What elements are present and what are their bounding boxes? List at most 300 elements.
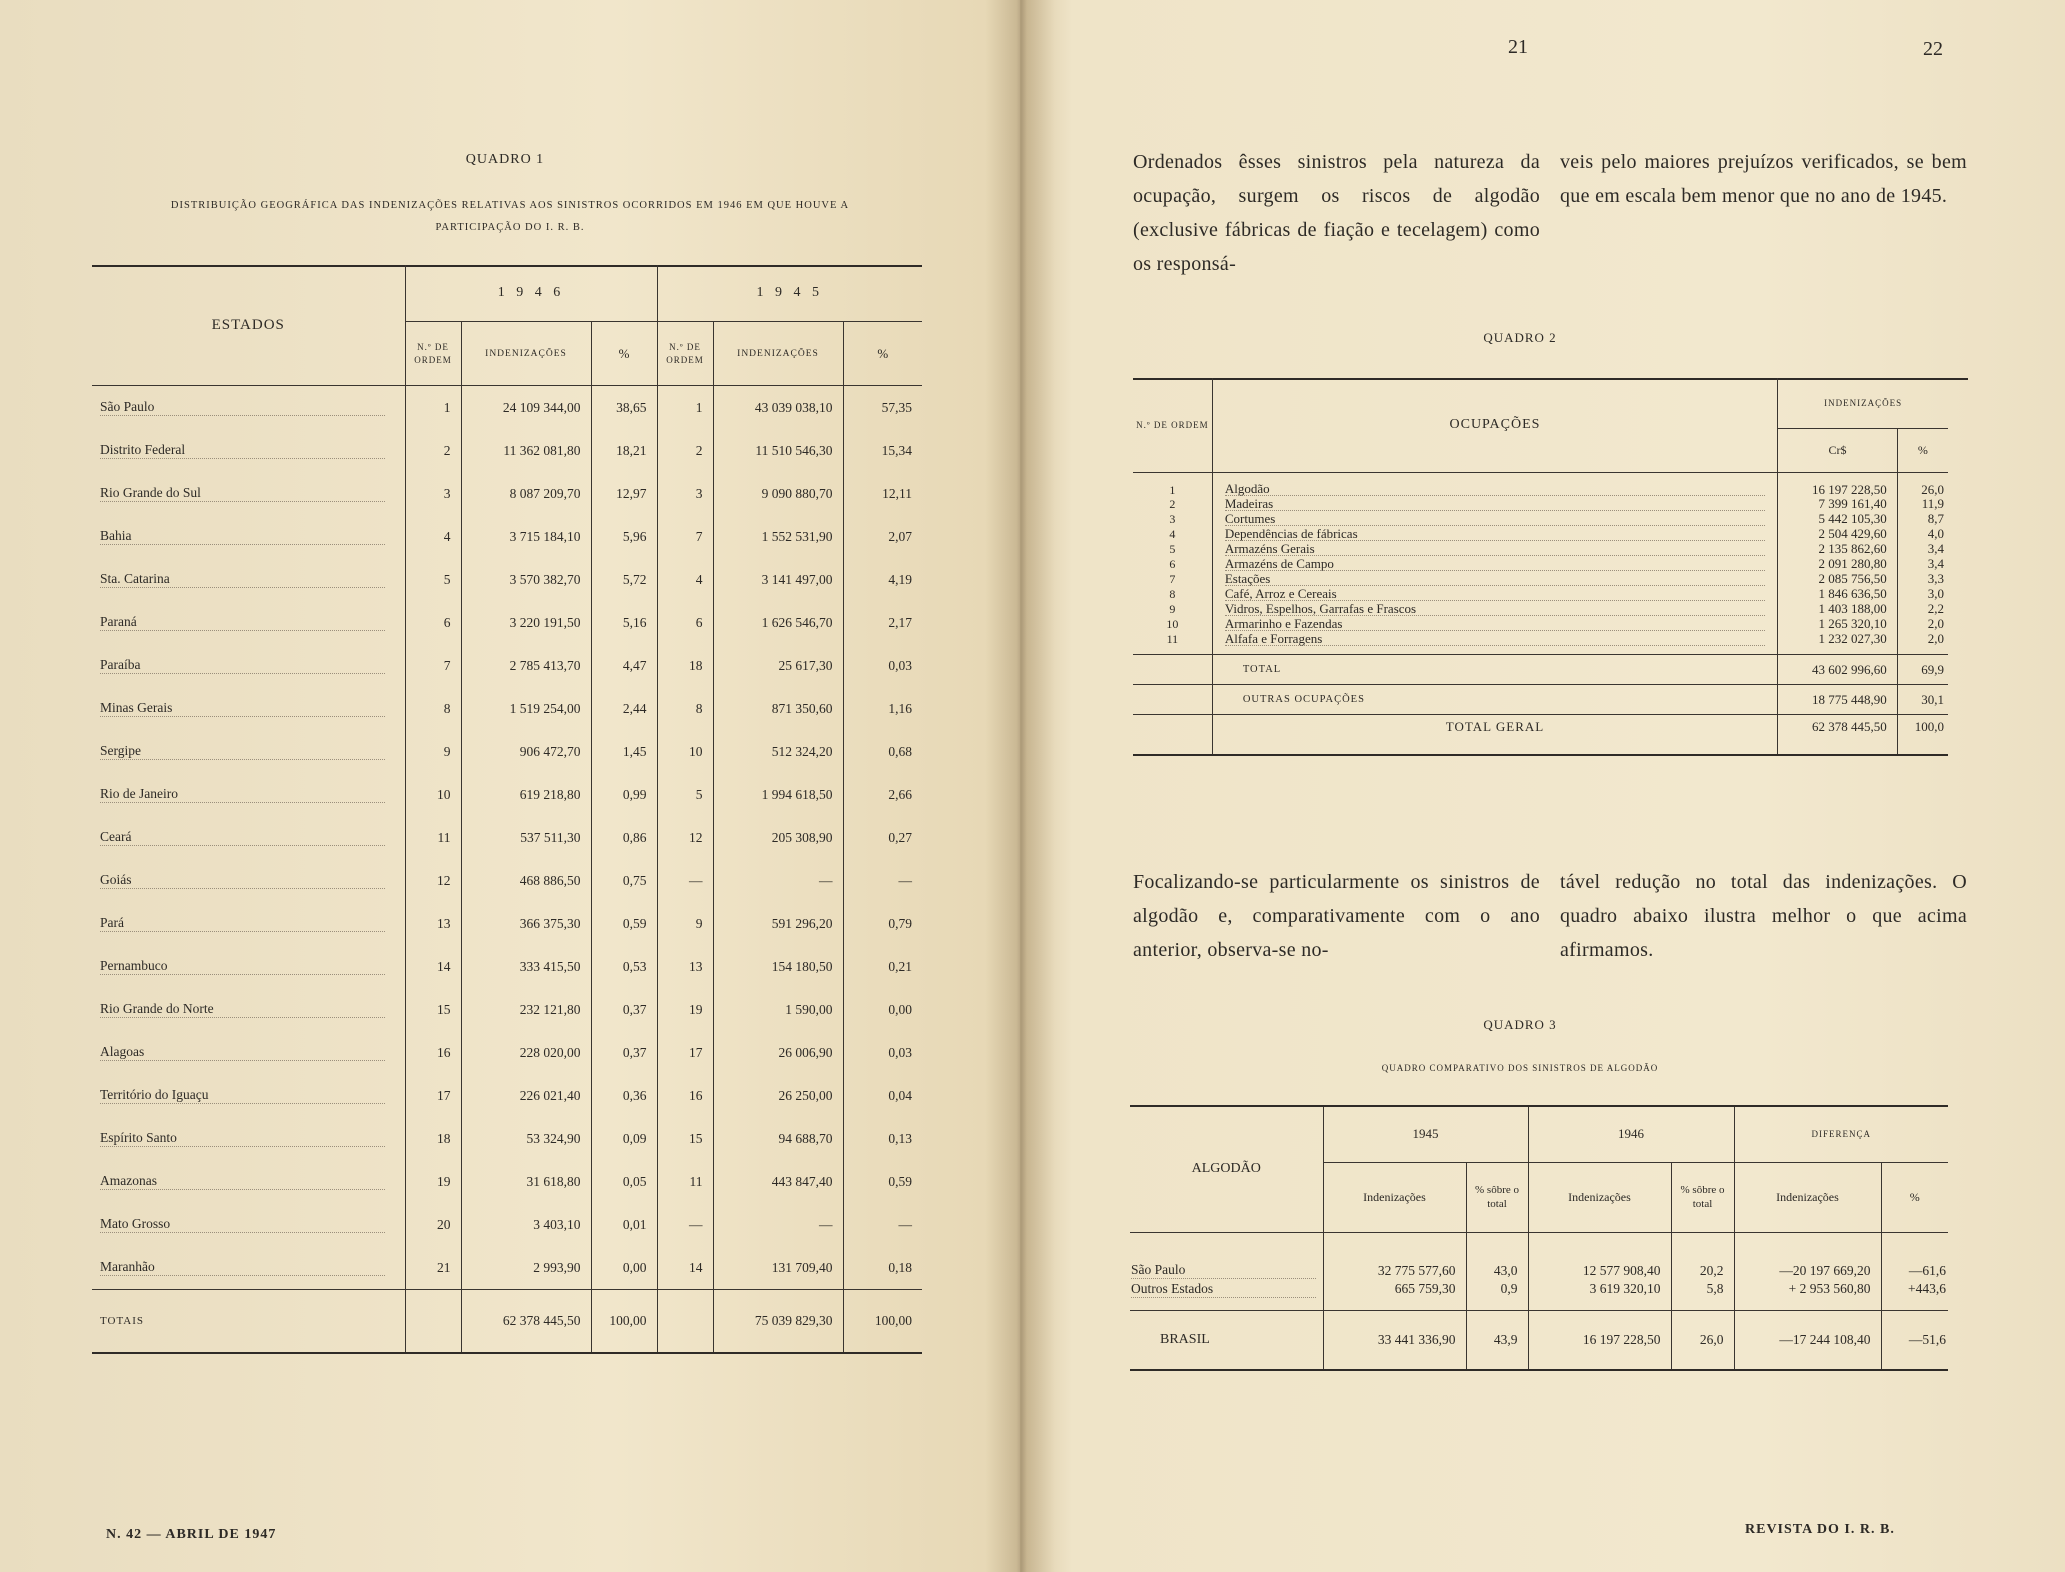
q2-ordem: 4 — [1169, 527, 1176, 541]
estado-name: Bahia — [100, 528, 385, 545]
table-row — [92, 773, 922, 816]
q2-valor: 2 135 862,60 — [1778, 542, 1898, 557]
indenizacao-1945: 25 617,30 — [713, 644, 843, 687]
pct-1946: 0,59 — [591, 902, 657, 945]
estado-name: Rio de Janeiro — [100, 786, 385, 803]
q2-ordem: 5 — [1169, 542, 1176, 556]
table-row — [92, 1246, 922, 1290]
q2-pct: 3,3 — [1897, 572, 1948, 587]
q3-brasil-di: —17 244 108,40 — [1734, 1310, 1881, 1370]
q2-ocupacao-cell — [1212, 512, 1777, 527]
q3-col-algodao: ALGODÃO — [1191, 1161, 1261, 1177]
q3-brasil-i46: 16 197 228,50 — [1528, 1310, 1671, 1370]
ordem-1945: 7 — [657, 515, 713, 558]
q2-col-indenizacoes: INDENIZAÇÕES — [1778, 378, 1948, 429]
q2-geral-val: 62 378 445,50 — [1778, 715, 1898, 755]
estado-name: São Paulo — [100, 399, 385, 416]
q2-valor: 5 442 105,30 — [1778, 512, 1898, 527]
indenizacao-1945: 43 039 038,10 — [713, 386, 843, 430]
q2-ocupacao: Alfafa e Forragens — [1225, 633, 1765, 646]
estado-cell — [92, 730, 405, 773]
col-ordem-1946: N.º DE ORDEM — [405, 322, 461, 386]
indenizacao-1946: 3 715 184,10 — [461, 515, 591, 558]
pct-1946: 0,86 — [591, 816, 657, 859]
q3-di: + 2 953 560,80 — [1734, 1280, 1881, 1310]
q2-ocupacao: Vidros, Espelhos, Garrafas e Frascos — [1225, 603, 1765, 616]
indenizacao-1945: 26 006,90 — [713, 1031, 843, 1074]
estado-cell — [92, 1031, 405, 1074]
q3-label: Outros Estados — [1131, 1281, 1316, 1298]
estado-name: Ceará — [100, 829, 385, 846]
pct-1945: 57,35 — [843, 386, 922, 430]
table-row — [1133, 557, 1948, 572]
table-quadro-1 — [92, 265, 922, 1354]
estado-cell — [92, 902, 405, 945]
q3-indenizacoes-1945: Indenizações — [1323, 1162, 1466, 1232]
pct-1946: 0,01 — [591, 1203, 657, 1246]
q2-pct: 3,4 — [1897, 542, 1948, 557]
q3-label: São Paulo — [1131, 1262, 1316, 1279]
q2-ordem: 1 — [1169, 482, 1176, 497]
q2-ocupacao: Armazéns de Campo — [1225, 558, 1765, 571]
paragraph-2-col-2: tável redução no total das indenizações. O quadro abaixo ilustra melhor o que acima afirmamos. — [1560, 871, 1967, 961]
ordem-1946: 13 — [405, 902, 461, 945]
table-row — [92, 1160, 922, 1203]
ordem-1946: 14 — [405, 945, 461, 988]
indenizacao-1945: — — [713, 859, 843, 902]
ordem-1946: 11 — [405, 816, 461, 859]
estado-cell — [92, 859, 405, 902]
q2-ordem: 11 — [1166, 632, 1179, 646]
indenizacao-1946: 8 087 209,70 — [461, 472, 591, 515]
indenizacao-1945: 154 180,50 — [713, 945, 843, 988]
indenizacao-1945: — — [713, 1203, 843, 1246]
pct-1946: 4,47 — [591, 644, 657, 687]
q2-geral-label: TOTAL GERAL — [1212, 715, 1777, 755]
indenizacao-1946: 2 785 413,70 — [461, 644, 591, 687]
paragraph-2-col-1: Focalizando-se particularmente os sinistros de algodão e, comparativamente com o ano anterior, observa-se no- — [1133, 871, 1540, 961]
indenizacao-1946: 232 121,80 — [461, 988, 591, 1031]
pct-1946: 2,44 — [591, 687, 657, 730]
table-row — [92, 730, 922, 773]
ordem-1945: 10 — [657, 730, 713, 773]
q3-i46: 12 577 908,40 — [1528, 1232, 1671, 1280]
col-indenizacoes-1945: INDENIZAÇÕES — [713, 322, 843, 386]
total-pct-1946: 100,00 — [591, 1290, 657, 1354]
estado-cell — [92, 601, 405, 644]
q2-col-ocupacoes: OCUPAÇÕES — [1212, 378, 1777, 473]
q2-col-crs: Cr$ — [1778, 429, 1898, 473]
ordem-1945: 5 — [657, 773, 713, 816]
q2-pct: 4,0 — [1897, 527, 1948, 542]
table-row — [92, 644, 922, 687]
pct-1945: 2,17 — [843, 601, 922, 644]
pct-1945: 2,07 — [843, 515, 922, 558]
q2-col-ordem: N.º DE ORDEM — [1136, 420, 1209, 430]
q3-pct-sobre-1946: % sôbre o total — [1671, 1162, 1734, 1232]
total-1945: 75 039 829,30 — [713, 1290, 843, 1354]
q2-pct: 2,0 — [1897, 632, 1948, 647]
q2-geral-pct: 100,0 — [1897, 715, 1948, 755]
ordem-1945: 4 — [657, 558, 713, 601]
table-row — [92, 1074, 922, 1117]
ordem-1946: 6 — [405, 601, 461, 644]
table-row — [92, 472, 922, 515]
pct-1945: 0,59 — [843, 1160, 922, 1203]
ordem-1946: 8 — [405, 687, 461, 730]
indenizacao-1945: 94 688,70 — [713, 1117, 843, 1160]
estado-name: Território do Iguaçu — [100, 1087, 385, 1104]
ordem-1945: 19 — [657, 988, 713, 1031]
estado-name: Minas Gerais — [100, 700, 385, 717]
q3-label-cell — [1130, 1280, 1323, 1310]
ordem-1946: 18 — [405, 1117, 461, 1160]
ordem-1945: 14 — [657, 1246, 713, 1290]
ordem-1945: — — [657, 1203, 713, 1246]
col-pct-1946: % — [591, 322, 657, 386]
q2-ocupacao-cell — [1212, 572, 1777, 587]
ordem-1946: 7 — [405, 644, 461, 687]
table-row — [1133, 632, 1948, 647]
indenizacao-1946: 3 403,10 — [461, 1203, 591, 1246]
total-1946: 62 378 445,50 — [461, 1290, 591, 1354]
q2-pct: 11,9 — [1897, 497, 1948, 512]
estado-cell — [92, 515, 405, 558]
indenizacao-1946: 11 362 081,80 — [461, 429, 591, 472]
ordem-1945: 16 — [657, 1074, 713, 1117]
ordem-1946: 1 — [405, 386, 461, 430]
total-pct-1945: 100,00 — [843, 1290, 922, 1354]
pct-1946: 0,05 — [591, 1160, 657, 1203]
q2-ocupacao-cell — [1212, 473, 1777, 497]
q2-ocupacao: Dependências de fábricas — [1225, 528, 1765, 541]
footer-issue: N. 42 — ABRIL DE 1947 — [106, 1527, 277, 1542]
q3-p46: 20,2 — [1671, 1232, 1734, 1280]
estado-cell — [92, 945, 405, 988]
q2-ocupacao-cell — [1212, 527, 1777, 542]
q3-pct-sobre-1945: % sôbre o total — [1466, 1162, 1528, 1232]
q3-year-1945: 1945 — [1323, 1106, 1528, 1162]
estado-cell — [92, 1246, 405, 1290]
q3-brasil-p46: 26,0 — [1671, 1310, 1734, 1370]
q2-pct: 3,4 — [1897, 557, 1948, 572]
table-row — [92, 988, 922, 1031]
quadro-1-label: QUADRO 1 — [465, 152, 545, 167]
ordem-1945: 1 — [657, 386, 713, 430]
paragraph-1-col-1: Ordenados êsses sinistros pela natureza da ocupação, surgem os riscos de algodão (exclusive fábricas de fiação e tecelagem) como os responsá- — [1133, 151, 1540, 275]
quadro-3-label: QUADRO 3 — [1483, 1017, 1557, 1032]
pct-1946: 18,21 — [591, 429, 657, 472]
estado-cell — [92, 988, 405, 1031]
estado-cell — [92, 429, 405, 472]
indenizacao-1945: 11 510 546,30 — [713, 429, 843, 472]
q2-ordem: 2 — [1169, 497, 1176, 511]
indenizacao-1945: 26 250,00 — [713, 1074, 843, 1117]
q2-valor: 1 403 188,00 — [1778, 602, 1898, 617]
indenizacao-1945: 9 090 880,70 — [713, 472, 843, 515]
q2-ordem: 10 — [1166, 617, 1179, 631]
ordem-1945: 9 — [657, 902, 713, 945]
pct-1945: 0,03 — [843, 1031, 922, 1074]
indenizacao-1946: 53 324,90 — [461, 1117, 591, 1160]
ordem-1945: 17 — [657, 1031, 713, 1074]
indenizacao-1946: 619 218,80 — [461, 773, 591, 816]
indenizacao-1945: 1 552 531,90 — [713, 515, 843, 558]
estado-cell — [92, 1203, 405, 1246]
ordem-1945: 12 — [657, 816, 713, 859]
q2-valor: 1 846 636,50 — [1778, 587, 1898, 602]
q2-ocupacao: Madeiras — [1225, 498, 1765, 511]
q2-valor: 2 504 429,60 — [1778, 527, 1898, 542]
q2-ocupacao: Cortumes — [1225, 513, 1765, 526]
pct-1945: 0,13 — [843, 1117, 922, 1160]
q2-ordem: 3 — [1169, 512, 1176, 526]
pct-1945: 0,68 — [843, 730, 922, 773]
col-pct-1945: % — [843, 322, 922, 386]
indenizacao-1945: 591 296,20 — [713, 902, 843, 945]
table-row — [1130, 1280, 1948, 1310]
q2-pct: 26,0 — [1897, 473, 1948, 497]
page-number-22: 22 — [1923, 38, 1943, 60]
q3-p45: 43,0 — [1466, 1232, 1528, 1280]
ordem-1946: 21 — [405, 1246, 461, 1290]
q3-p45: 0,9 — [1466, 1280, 1528, 1310]
pct-1946: 0,99 — [591, 773, 657, 816]
estado-name: Goiás — [100, 872, 385, 889]
quadro-1-title-line1: DISTRIBUIÇÃO GEOGRÁFICA DAS INDENIZAÇÕES RELATIVAS AOS SINISTROS OCORRIDOS EM 1946 EM QUE HOUVE A — [170, 200, 850, 211]
ordem-1946: 5 — [405, 558, 461, 601]
q2-pct: 8,7 — [1897, 512, 1948, 527]
ordem-1946: 10 — [405, 773, 461, 816]
pct-1946: 0,37 — [591, 988, 657, 1031]
pct-1945: 2,66 — [843, 773, 922, 816]
table-quadro-3 — [1130, 1105, 1948, 1371]
indenizacao-1945: 871 350,60 — [713, 687, 843, 730]
q2-valor: 16 197 228,50 — [1778, 473, 1898, 497]
q3-p46: 5,8 — [1671, 1280, 1734, 1310]
estado-cell — [92, 773, 405, 816]
q2-pct: 2,2 — [1897, 602, 1948, 617]
pct-1946: 38,65 — [591, 386, 657, 430]
pct-1946: 0,00 — [591, 1246, 657, 1290]
paragraph-1-col-2: veis pelo maiores prejuízos verificados, se bem que em escala bem menor que no ano de 1945. — [1560, 151, 1967, 207]
q2-ocupacao-cell — [1212, 617, 1777, 632]
indenizacao-1946: 3 220 191,50 — [461, 601, 591, 644]
estado-cell — [92, 558, 405, 601]
indenizacao-1946: 333 415,50 — [461, 945, 591, 988]
estado-name: Paraná — [100, 614, 385, 631]
ordem-1946: 15 — [405, 988, 461, 1031]
pct-1945: — — [843, 859, 922, 902]
indenizacao-1946: 226 021,40 — [461, 1074, 591, 1117]
table-row — [1133, 587, 1948, 602]
estado-name: Sta. Catarina — [100, 571, 385, 588]
ordem-1945: 3 — [657, 472, 713, 515]
estado-name: Amazonas — [100, 1173, 385, 1190]
table-row — [92, 515, 922, 558]
q3-brasil-label: BRASIL — [1160, 1331, 1210, 1347]
table-row — [92, 386, 922, 430]
table-row — [1133, 497, 1948, 512]
quadro-1-title-line2: PARTICIPAÇÃO DO I. R. B. — [435, 222, 585, 233]
q2-ocupacao-cell — [1212, 557, 1777, 572]
indenizacao-1945: 205 308,90 — [713, 816, 843, 859]
right-page — [1020, 0, 2065, 1572]
table-row — [92, 1203, 922, 1246]
ordem-1945: 6 — [657, 601, 713, 644]
col-ordem-1945: N.º DE ORDEM — [657, 322, 713, 386]
ordem-1945: 8 — [657, 687, 713, 730]
pct-1946: 1,45 — [591, 730, 657, 773]
table-row — [92, 429, 922, 472]
indenizacao-1946: 31 618,80 — [461, 1160, 591, 1203]
q2-valor: 1 265 320,10 — [1778, 617, 1898, 632]
q3-di: —20 197 669,20 — [1734, 1232, 1881, 1280]
table-row — [92, 687, 922, 730]
table-quadro-2 — [1133, 378, 1948, 756]
q2-ocupacao: Café, Arroz e Cereais — [1225, 588, 1765, 601]
table-row — [92, 601, 922, 644]
ordem-1946: 16 — [405, 1031, 461, 1074]
estado-cell — [92, 1160, 405, 1203]
footer-revista: REVISTA DO I. R. B. — [1745, 1522, 1895, 1537]
q3-brasil-dp: —51,6 — [1881, 1310, 1948, 1370]
pct-1946: 0,36 — [591, 1074, 657, 1117]
col-estados: ESTADOS — [211, 316, 285, 333]
ordem-1945: 2 — [657, 429, 713, 472]
table-row — [92, 1117, 922, 1160]
estado-name: Maranhão — [100, 1259, 385, 1276]
estado-cell — [92, 1117, 405, 1160]
q3-brasil-i45: 33 441 336,90 — [1323, 1310, 1466, 1370]
ordem-1946: 4 — [405, 515, 461, 558]
q3-dp: +443,6 — [1881, 1280, 1948, 1310]
table-row — [1133, 512, 1948, 527]
estado-name: Pará — [100, 915, 385, 932]
indenizacao-1945: 131 709,40 — [713, 1246, 843, 1290]
q3-diferenca: DIFERENÇA — [1734, 1106, 1948, 1162]
q2-pct: 3,0 — [1897, 587, 1948, 602]
estado-name: Sergipe — [100, 743, 385, 760]
q2-ocupacao: Algodão — [1225, 483, 1765, 496]
indenizacao-1945: 1 626 546,70 — [713, 601, 843, 644]
pct-1946: 0,37 — [591, 1031, 657, 1074]
ordem-1946: 9 — [405, 730, 461, 773]
indenizacao-1946: 3 570 382,70 — [461, 558, 591, 601]
table-row — [1133, 527, 1948, 542]
q2-valor: 1 232 027,30 — [1778, 632, 1898, 647]
pct-1946: 0,53 — [591, 945, 657, 988]
estado-name: Rio Grande do Norte — [100, 1001, 385, 1018]
pct-1945: 4,19 — [843, 558, 922, 601]
q3-indenizacoes-diferenca: Indenizações — [1734, 1162, 1881, 1232]
table-row — [92, 816, 922, 859]
q2-ocupacao-cell — [1212, 587, 1777, 602]
pct-1946: 0,09 — [591, 1117, 657, 1160]
table-row — [1130, 1232, 1948, 1280]
pct-1945: 15,34 — [843, 429, 922, 472]
q2-ocupacao-cell — [1212, 602, 1777, 617]
q2-ocupacao: Armazéns Gerais — [1225, 543, 1765, 556]
q2-ocupacao-cell — [1212, 542, 1777, 557]
pct-1945: 0,00 — [843, 988, 922, 1031]
ordem-1945: 13 — [657, 945, 713, 988]
table-row — [1133, 572, 1948, 587]
year-1946-header: 1 9 4 6 — [405, 265, 657, 322]
q3-i46: 3 619 320,10 — [1528, 1280, 1671, 1310]
q2-ordem: 7 — [1169, 572, 1176, 586]
q2-total-pct: 69,9 — [1897, 655, 1948, 685]
indenizacao-1946: 1 519 254,00 — [461, 687, 591, 730]
q2-outras-val: 18 775 448,90 — [1778, 685, 1898, 715]
pct-1945: 0,27 — [843, 816, 922, 859]
ordem-1945: 11 — [657, 1160, 713, 1203]
estado-name: Distrito Federal — [100, 442, 385, 459]
year-1945-header: 1 9 4 5 — [657, 265, 922, 322]
pct-1945: 0,21 — [843, 945, 922, 988]
ordem-1946: 20 — [405, 1203, 461, 1246]
q3-pct-diferenca: % — [1881, 1162, 1948, 1232]
indenizacao-1945: 1 590,00 — [713, 988, 843, 1031]
pct-1945: — — [843, 1203, 922, 1246]
q2-col-pct: % — [1897, 429, 1948, 473]
q2-ocupacao: Armarinho e Fazendas — [1225, 618, 1765, 631]
col-indenizacoes-1946: INDENIZAÇÕES — [461, 322, 591, 386]
pct-1945: 12,11 — [843, 472, 922, 515]
q3-indenizacoes-1946: Indenizações — [1528, 1162, 1671, 1232]
q2-pct: 2,0 — [1897, 617, 1948, 632]
q2-ocupacao-cell — [1212, 632, 1777, 647]
indenizacao-1946: 366 375,30 — [461, 902, 591, 945]
q2-ordem: 9 — [1169, 602, 1176, 616]
ordem-1945: 15 — [657, 1117, 713, 1160]
q2-ordem: 8 — [1169, 587, 1176, 601]
ordem-1946: 3 — [405, 472, 461, 515]
pct-1945: 0,04 — [843, 1074, 922, 1117]
pct-1945: 0,03 — [843, 644, 922, 687]
estado-name: Paraíba — [100, 657, 385, 674]
ordem-1945: 18 — [657, 644, 713, 687]
q3-year-1946: 1946 — [1528, 1106, 1734, 1162]
indenizacao-1946: 2 993,90 — [461, 1246, 591, 1290]
left-page — [0, 0, 1020, 1572]
estado-cell — [92, 1074, 405, 1117]
indenizacao-1945: 512 324,20 — [713, 730, 843, 773]
pct-1946: 5,96 — [591, 515, 657, 558]
pct-1945: 0,18 — [843, 1246, 922, 1290]
ordem-1946: 17 — [405, 1074, 461, 1117]
indenizacao-1946: 537 511,30 — [461, 816, 591, 859]
page-number-21: 21 — [1508, 36, 1528, 58]
indenizacao-1946: 24 109 344,00 — [461, 386, 591, 430]
table-row — [1133, 602, 1948, 617]
indenizacao-1946: 906 472,70 — [461, 730, 591, 773]
q3-label-cell — [1130, 1232, 1323, 1280]
table-row — [92, 1031, 922, 1074]
q2-total-label: TOTAL — [1212, 655, 1777, 685]
ordem-1946: 12 — [405, 859, 461, 902]
estado-cell — [92, 816, 405, 859]
q2-valor: 2 085 756,50 — [1778, 572, 1898, 587]
pct-1946: 12,97 — [591, 472, 657, 515]
estado-name: Espírito Santo — [100, 1130, 385, 1147]
q3-i45: 32 775 577,60 — [1323, 1232, 1466, 1280]
indenizacao-1945: 443 847,40 — [713, 1160, 843, 1203]
ordem-1946: 2 — [405, 429, 461, 472]
estado-cell — [92, 644, 405, 687]
q2-valor: 2 091 280,80 — [1778, 557, 1898, 572]
totais-label: TOTAIS — [100, 1315, 145, 1327]
